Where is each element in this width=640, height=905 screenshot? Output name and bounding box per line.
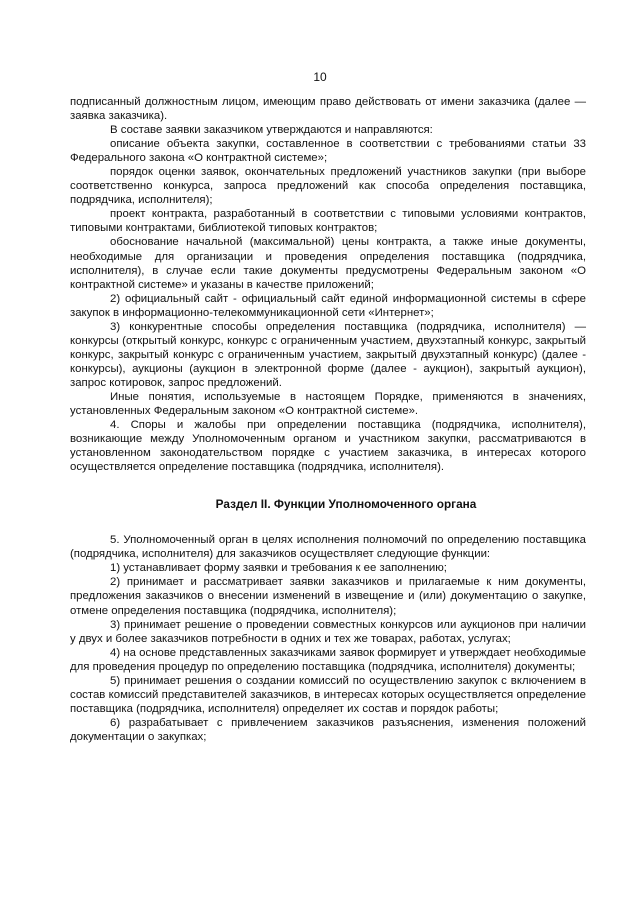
paragraph: порядок оценки заявок, окончательных предложений участников закупки (при выборе соответственно конкурса, запроса предложений как способа определения поставщика, подрядчика, исполнителя); — [70, 166, 586, 207]
paragraph: 3) принимает решение о проведении совместных конкурсов или аукционов при наличии у двух и более заказчиков потребности в одних и тех же товарах, работах, услугах; — [70, 618, 586, 645]
paragraph: 5. Уполномоченный орган в целях исполнения полномочий по определению поставщика (подрядчика, исполнителя) для заказчиков осуществляет следующие функции: — [70, 534, 586, 561]
paragraph: 2) официальный сайт - официальный сайт единой информационной системы в сфере закупок в информационно-телекоммуникационной сети «Интернет»; — [70, 292, 586, 319]
paragraph: В составе заявки заказчиком утверждаются и направляются: — [110, 124, 433, 137]
section-heading: Раздел II. Функции Уполномоченного органа — [215, 497, 477, 512]
paragraph: проект контракта, разработанный в соответствии с типовыми условиями контрактов, типовыми контрактами, библиотекой типовых контрактов; — [70, 208, 586, 235]
paragraph: 1) устанавливает форму заявки и требования к ее заполнению; — [110, 562, 447, 575]
paragraph: описание объекта закупки, составленное в соответствии с требованиями статьи 33 Федерального закона «О контрактной системе»; — [70, 138, 586, 165]
paragraph: подписанный должностным лицом, имеющим право действовать от имени заказчика (далее — заявка заказчика). — [70, 96, 586, 123]
paragraph: 5) принимает решения о создании комиссий по осуществлению закупок с включением в состав комиссий представителей заказчиков, в интересах которых осуществляется определение поставщика (подрядчика, исполнителя) определяет их состав и порядок работы; — [70, 674, 586, 715]
paragraph: 2) принимает и рассматривает заявки заказчиков и прилагаемые к ним документы, предложения заказчиков о внесении изменений в извещение и (или) документацию о закупке, отмене определения поставщика (подрядчика, исполнителя); — [70, 576, 586, 617]
paragraph: 6) разрабатывает с привлечением заказчиков разъяснения, изменения положений документации о закупках; — [70, 716, 586, 743]
paragraph: Иные понятия, используемые в настоящем Порядке, применяются в значениях, установленных Федеральным законом «О контрактной системе». — [70, 390, 586, 418]
paragraph: 4) на основе представленных заказчиками заявок формирует и утверждает необходимые для проведения процедур по определению поставщика (подрядчика, исполнителя) документы; — [70, 646, 586, 673]
functions-section — [70, 533, 586, 744]
page-number: 10 — [313, 70, 327, 84]
definitions-section — [70, 95, 586, 474]
paragraph: 4. Споры и жалобы при определении поставщика (подрядчика, исполнителя), возникающие между Уполномоченным органом и участником закупки, рассматриваются в установленном законодательством порядке с участием заказчика, в интересах которого осуществляется определение поставщика (подрядчика, исполнителя). — [70, 419, 586, 474]
paragraph: 3) конкурентные способы определения поставщика (подрядчика, исполнителя) — конкурсы (открытый конкурс, конкурс с ограниченным участием, двухэтапный конкурс, закрытый конкурс, закрытый конкурс с ограниченным участием, закрытый двухэтапный конкурс) (далее - конкурсы), аукционы (аукцион в электронной форме (далее - аукцион), закрытый аукцион), запрос котировок, запрос предложений. — [70, 320, 586, 389]
paragraph: обоснование начальной (максимальной) цены контракта, а также иные документы, необходимые для организации и проведения определения поставщика (подрядчика, исполнителя), в случае если такие документы предусмотрены Федеральным законом «О контрактной системе» и указаны в качестве приложений; — [70, 236, 586, 291]
document-body — [70, 95, 586, 744]
